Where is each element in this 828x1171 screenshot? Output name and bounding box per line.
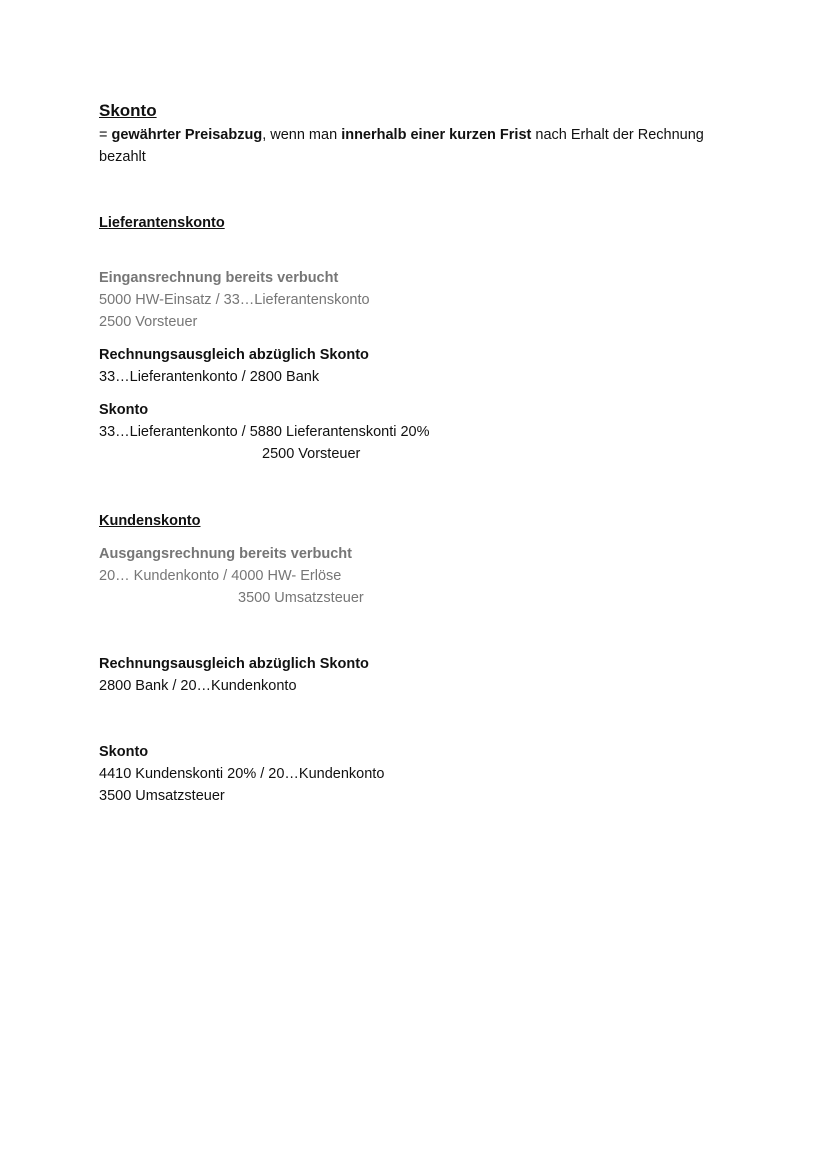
kunden-skonto-label: Skonto bbox=[99, 744, 149, 760]
definition-bold-deadline: innerhalb einer kurzen Frist bbox=[341, 127, 532, 143]
ausgang-booking-line-1: 20… Kundenkonto / 4000 HW- Erlöse bbox=[99, 568, 342, 584]
ausgang-booking-line-2: 3500 Umsatzsteuer bbox=[238, 590, 364, 606]
lieferanten-ausgleich-line-1: 33…Lieferantenkonto / 2800 Bank bbox=[99, 369, 320, 385]
section-heading-kundenskonto: Kundenskonto bbox=[99, 513, 201, 529]
eingang-booking-line-1: 5000 HW-Einsatz / 33…Lieferantenskonto bbox=[99, 292, 370, 308]
lieferanten-skonto-line-2: 2500 Vorsteuer bbox=[262, 446, 361, 462]
eingang-booking-line-2: 2500 Vorsteuer bbox=[99, 314, 198, 330]
kunden-skonto-line-1: 4410 Kundenskonti 20% / 20…Kundenkonto bbox=[99, 766, 385, 782]
lieferanten-skonto-line-1: 33…Lieferantenkonto / 5880 Lieferantenskonti 20% bbox=[99, 424, 430, 440]
eingang-label: Eingansrechnung bereits verbucht bbox=[99, 270, 339, 286]
page-title: Skonto bbox=[99, 101, 157, 120]
definition-bold-term: gewährter Preisabzug bbox=[111, 127, 263, 143]
definition-line: = gewährter Preisabzug, wenn man innerhalb einer kurzen Frist nach Erhalt der Rechnung bbox=[99, 127, 704, 143]
ausgang-label: Ausgangsrechnung bereits verbucht bbox=[99, 546, 352, 562]
kunden-ausgleich-line-1: 2800 Bank / 20…Kundenkonto bbox=[99, 678, 297, 694]
definition-line-2: bezahlt bbox=[99, 149, 146, 165]
section-heading-lieferantenskonto: Lieferantenskonto bbox=[99, 215, 225, 231]
kunden-skonto-line-2: 3500 Umsatzsteuer bbox=[99, 788, 225, 804]
lieferanten-ausgleich-label: Rechnungsausgleich abzüglich Skonto bbox=[99, 347, 369, 363]
lieferanten-skonto-label: Skonto bbox=[99, 402, 149, 418]
kunden-ausgleich-label: Rechnungsausgleich abzüglich Skonto bbox=[99, 656, 369, 672]
